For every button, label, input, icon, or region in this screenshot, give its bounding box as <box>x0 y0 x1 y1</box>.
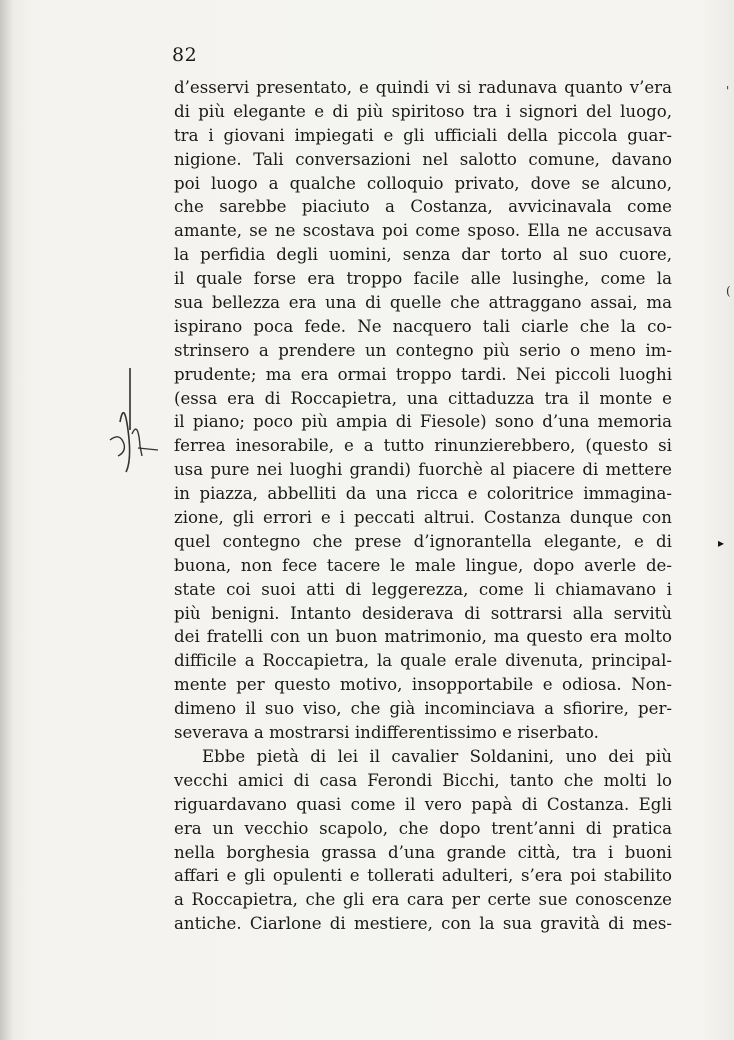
edge-speck: ( <box>726 284 731 298</box>
text-line: zione, gli errori e i peccati altrui. Costanza dunque con <box>174 508 672 528</box>
text-line: dei fratelli con un buon matrimonio, ma questo era molto <box>174 627 672 647</box>
text-line: più benigni. Intanto desiderava di sottrarsi alla servitù <box>174 603 672 623</box>
edge-speck: ▸ <box>718 536 725 550</box>
text-line: dimeno il suo viso, che già incominciava a sfiorire, per- <box>174 699 672 719</box>
text-line: sua bellezza era una di quelle che attraggano assai, ma <box>174 293 672 313</box>
text-line: mente per questo motivo, insopportabile e odiosa. Non- <box>174 675 672 695</box>
text-line: tra i giovani impiegati e gli ufficiali della piccola guar- <box>174 125 672 145</box>
text-line: era un vecchio scapolo, che dopo trent’anni di pratica <box>174 818 672 838</box>
body-text <box>174 76 672 936</box>
text-line: il piano; poco più ampia di Fiesole) sono d’una memoria <box>174 412 672 432</box>
text-line: la perfidia degli uomini, senza dar torto al suo cuore, <box>174 245 672 265</box>
text-line: ferrea inesorabile, e a tutto rinunzierebbero, (questo si <box>174 436 672 456</box>
text-line: nella borghesia grassa d’una grande città, tra i buoni <box>174 842 672 862</box>
text-line: di più elegante e di più spiritoso tra i signori del luogo, <box>174 101 672 121</box>
text-line: vecchi amici di casa Ferondi Bicchi, tanto che molti lo <box>174 770 672 790</box>
edge-speck: ' <box>726 84 730 98</box>
text-line: il quale forse era troppo facile alle lusinghe, come la <box>174 269 672 289</box>
text-line: Ebbe pietà di lei il cavalier Soldanini, uno dei più <box>202 746 672 766</box>
text-line: affari e gli opulenti e tollerati adulteri, s’era poi stabilito <box>174 866 672 886</box>
handwritten-margin-mark <box>80 360 160 480</box>
page-number: 82 <box>172 44 198 66</box>
text-line: a Roccapietra, che gli era cara per certe sue conoscenze <box>174 890 672 910</box>
text-line: severava a mostrarsi indifferentissimo e riserbato. <box>174 723 599 743</box>
text-line: d’esservi presentato, e quindi vi si radunava quanto v’era <box>174 78 672 97</box>
text-line: amante, se ne scostava poi come sposo. Ella ne accusava <box>174 221 672 241</box>
text-line: ispirano poca fede. Ne nacquero tali ciarle che la co- <box>174 316 672 336</box>
text-line: strinsero a prendere un contegno più serio o meno im- <box>174 340 672 360</box>
page-gutter-shadow <box>0 0 14 1040</box>
text-line: poi luogo a qualche colloquio privato, dove se alcuno, <box>174 173 672 193</box>
text-line: riguardavano quasi come il vero papà di Costanza. Egli <box>174 794 672 814</box>
text-line: buona, non fece tacere le male lingue, dopo averle de- <box>174 555 672 575</box>
text-line: in piazza, abbelliti da una ricca e coloritrice immagina- <box>174 484 672 504</box>
text-line: quel contegno che prese d’ignorantella elegante, e di <box>174 531 672 551</box>
text-line: (essa era di Roccapietra, una cittaduzza tra il monte e <box>174 388 672 408</box>
text-line: nigione. Tali conversazioni nel salotto comune, davano <box>174 149 672 169</box>
text-line: prudente; ma era ormai troppo tardi. Nei piccoli luoghi <box>174 364 672 384</box>
text-line: state coi suoi atti di leggerezza, come li chiamavano i <box>174 579 672 599</box>
text-line: usa pure nei luoghi grandi) fuorchè al piacere di mettere <box>174 460 672 480</box>
text-line: antiche. Ciarlone di mestiere, con la sua gravità di mes- <box>174 914 672 934</box>
text-line: che sarebbe piaciuto a Costanza, avvicinavala come <box>174 197 672 217</box>
text-line: difficile a Roccapietra, la quale erale divenuta, principal- <box>174 651 672 671</box>
